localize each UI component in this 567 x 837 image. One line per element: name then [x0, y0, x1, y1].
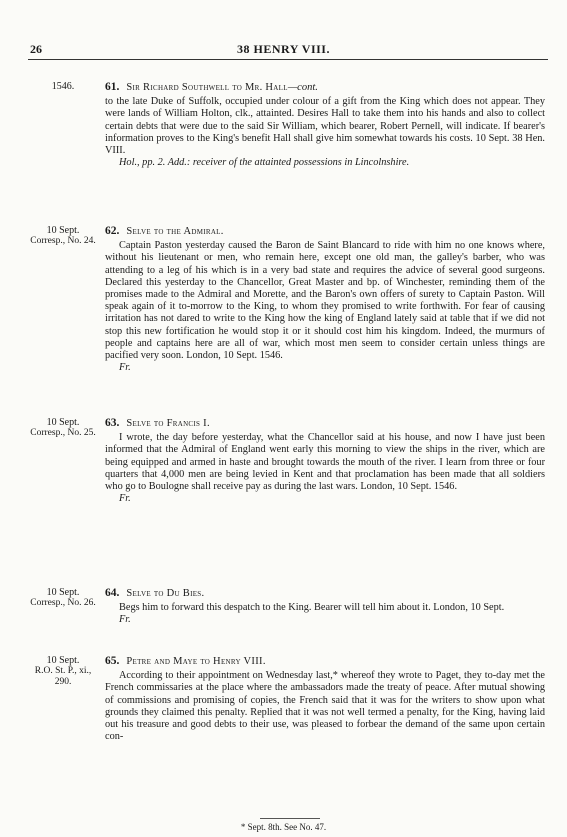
entry-margin [28, 587, 98, 609]
entry-text: Begs him to forward this despatch to the King. Bearer will tell him about it. London, 10 Sept. [119, 602, 505, 614]
entry-note: Fr. [119, 614, 131, 626]
entry-heading [105, 81, 545, 94]
page-number: 26 [30, 42, 42, 56]
entry-date: 1546. [51, 81, 75, 92]
entry-title-suffix: —cont. [287, 82, 318, 93]
entry-title: Selve to Francis I. [126, 418, 210, 429]
entry-text: Captain Paston yesterday caused the Baron de Saint Blancard to ride with him no one knows where, without his lieutenant or men, who remain here, except one old man, the galley's barber, who was attending to a leg of his which is in a very bad state and requires the advice of several good surgeons. Declared this yesterday to the Chancellor, Great Master and bp. of Winchester, reminding them of the promises made to the Admiral and Morette, and the Baron's own offers of surety to Captain Paston. Will speak again of it to-morrow to the King, to whom they promised to write forthwith. For fear of causing irritation has not dared to write to the King how the king of England lately said at table that if we did not stop this new fortification he would stop it or it should cost him his kingdom. Indeed, the murmurs of people and captains here are all of war, which most men seem to consider certain unless things are pacified very soon. London, 10 Sept. 1546. [105, 240, 545, 362]
entry-source: R.O. St. P., xi., 290. [34, 666, 92, 687]
entry-margin [28, 81, 98, 92]
entry-number: 64. [105, 587, 120, 599]
entry-margin [28, 655, 98, 688]
entry-source: Corresp., No. 24. [30, 236, 96, 246]
entry-heading [105, 417, 545, 430]
entry-body [105, 587, 545, 627]
entry-note: Hol., pp. 2. Add.: receiver of the attainted possessions in Lincolnshire. [119, 157, 410, 169]
header-rule [28, 59, 548, 60]
entry-date: 10 Sept. [46, 655, 80, 666]
entry-number: 61. [105, 81, 120, 93]
entry-title: Selve to the Admiral. [126, 226, 224, 237]
entry-number: 62. [105, 225, 120, 237]
entry-title: Petre and Maye to Henry VIII. [126, 656, 266, 667]
entry-source: Corresp., No. 26. [30, 598, 96, 608]
entry-date: 10 Sept. [46, 225, 80, 236]
entry-text: According to their appointment on Wednesday last,* whereof they wrote to Paget, they to-day met the French commissaries at the place where the ambassadors made the treaty of peace. After mutual showing of commissions and promising of copies, the French said that it was for the writers to show upon what grounds they claimed this penalty. Replied that it was not well termed a penalty, for the King, having laid out his treasure and good debts to their use, was pleased to forbear the demand of the same upon certain con- [105, 670, 545, 743]
entry-body [105, 225, 545, 374]
entry-body [105, 417, 545, 505]
entry-heading [105, 587, 545, 600]
entry-note: Fr. [119, 493, 131, 505]
entry-heading [105, 655, 545, 668]
entry-date: 10 Sept. [46, 587, 80, 598]
entry-heading [105, 225, 545, 238]
entry-date: 10 Sept. [46, 417, 80, 428]
entry-margin [28, 225, 98, 247]
entry-body [105, 655, 545, 743]
entry-title: Sir Richard Southwell to Mr. Hall [126, 82, 288, 93]
footnote-rule [260, 818, 320, 819]
entry-text: I wrote, the day before yesterday, what the Chancellor said at his house, and now I have just been informed that the Admiral of England went early this morning to view the ships in the river, which are being equipped and armed in haste and brought towards the mouth of the river. I learn from three or four quarters that 4,000 men are being levied in Kent and that proclamation has been made that all soldiers who go to Boulogne shall receive pay as during the last wars. London, 10 Sept. 1546. [105, 432, 545, 493]
entry-title: Selve to Du Bies. [126, 588, 205, 599]
entry-number: 63. [105, 417, 120, 429]
running-title: 38 HENRY VIII. [237, 42, 330, 56]
entry-margin [28, 417, 98, 439]
footnote: * Sept. 8th. See No. 47. [240, 822, 327, 832]
entry-body [105, 81, 545, 169]
entry-note: Fr. [119, 362, 131, 374]
entry-text: to the late Duke of Suffolk, occupied under colour of a gift from the King which does not appear. They were lands of William Holton, clk., attainted. Desires Hall to take them into his hands and also to collect certain debts that were due to the said Sir William, which bearer, Robert Pernell, will indicate. If bearer's information proves to the King's benefit Hall shall give him somewhat towards his costs. 10 Sept. 38 Hen. VIII. [105, 96, 545, 157]
entry-source: Corresp., No. 25. [30, 428, 96, 438]
entry-number: 65. [105, 655, 120, 667]
